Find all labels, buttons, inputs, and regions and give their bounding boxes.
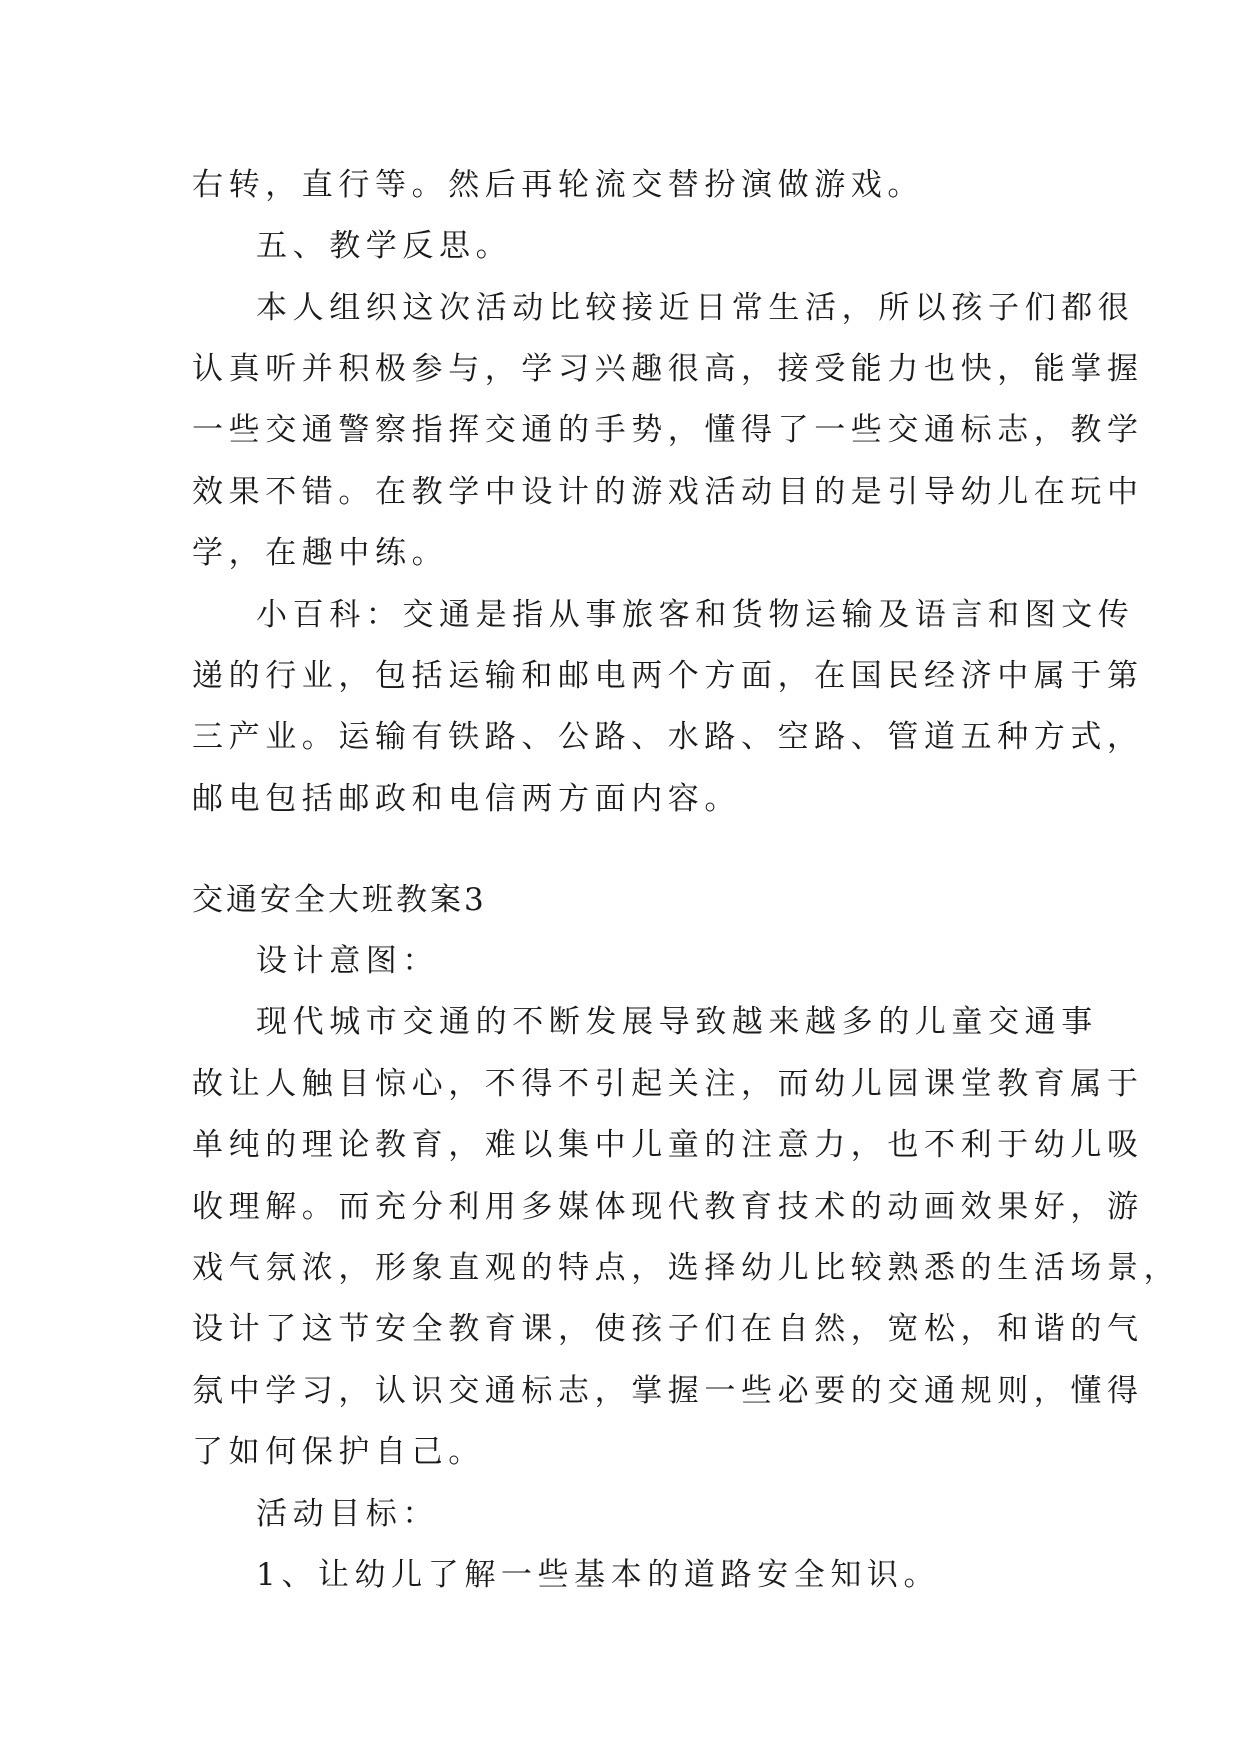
text-line: 收理解。而充分利用多媒体现代教育技术的动画效果好，游 (192, 1189, 1144, 1225)
text-line: 了如何保护自己。 (192, 1434, 485, 1470)
text-line: 三产业。运输有铁路、公路、水路、空路、管道五种方式， (192, 719, 1144, 755)
text-line: 单纯的理论教育，难以集中儿童的注意力，也不利于幼儿吸 (192, 1127, 1144, 1163)
text-line: 递的行业，包括运输和邮电两个方面，在国民经济中属于第 (192, 658, 1144, 694)
paragraph-start: 本人组织这次活动比较接近日常生活，所以孩子们都很 (256, 290, 1135, 326)
subheading: 设计意图： (256, 943, 439, 979)
text-line: 右转，直行等。然后再轮流交替扮演做游戏。 (192, 167, 924, 203)
text-line: 效果不错。在教学中设计的游戏活动目的是引导幼儿在玩中 (192, 474, 1144, 510)
paragraph-start: 现代城市交通的不断发展导致越来越多的儿童交通事 (256, 1004, 1098, 1040)
text-line: 认真听并积极参与，学习兴趣很高，接受能力也快，能掌握 (192, 351, 1144, 387)
list-item: 1、让幼儿了解一些基本的道路安全知识。 (256, 1557, 941, 1593)
section-heading: 交通安全大班教案3 (192, 882, 487, 918)
paragraph-start: 小百科：交通是指从事旅客和货物运输及语言和图文传 (256, 597, 1135, 633)
text-line: 五、教学反思。 (256, 228, 513, 264)
text-line: 一些交通警察指挥交通的手势，懂得了一些交通标志，教学 (192, 412, 1144, 448)
subheading: 活动目标： (256, 1496, 439, 1532)
text-line: 戏气氛浓，形象直观的特点，选择幼儿比较熟悉的生活场景， (192, 1250, 1181, 1286)
text-line: 氛中学习，认识交通标志，掌握一些必要的交通规则，懂得 (192, 1373, 1144, 1409)
text-line: 邮电包括邮政和电信两方面内容。 (192, 781, 741, 817)
text-line: 设计了这节安全教育课，使孩子们在自然，宽松，和谐的气 (192, 1311, 1144, 1347)
text-line: 学，在趣中练。 (192, 535, 449, 571)
text-line: 故让人触目惊心，不得不引起关注，而幼儿园课堂教育属于 (192, 1066, 1144, 1102)
